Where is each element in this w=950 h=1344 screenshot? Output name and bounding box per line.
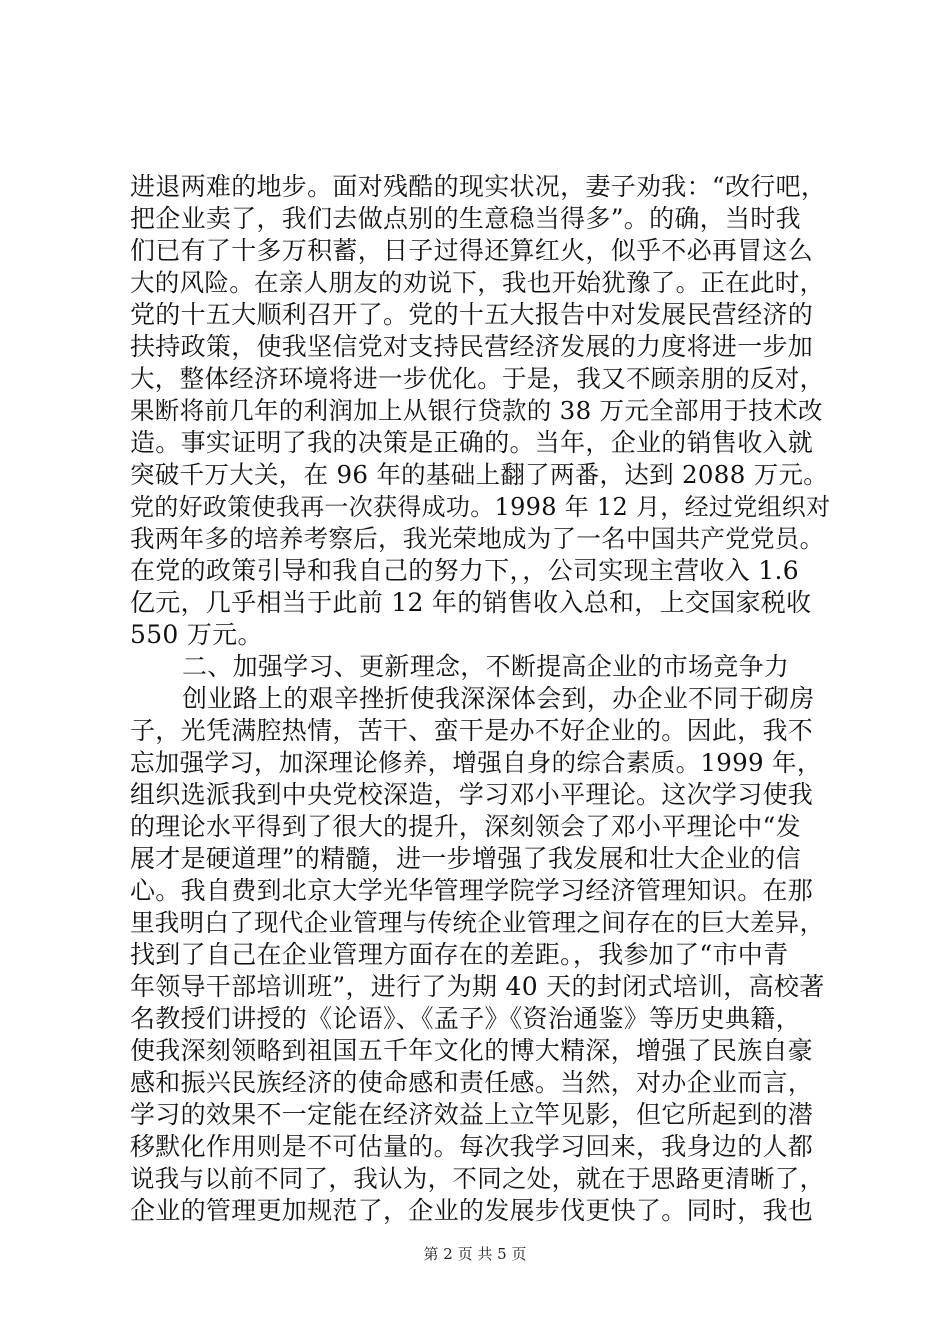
text-line: 子，光凭满腔热情，苦干、蛮干是办不好企业的。因此，我不: [130, 716, 814, 745]
text-line: 创业路上的艰辛挫折使我深深体会到，办企业不同于砌房: [182, 684, 815, 713]
text-line: 们已有了十多万积蓄，日子过得还算红火，似乎不必再冒这么: [130, 236, 814, 265]
text-line: 展才是硬道理”的精髓，进一步增强了我发展和壮大企业的信: [130, 844, 801, 873]
text-line: 突破千万大关，在 96 年的基础上翻了两番，达到 2088 万元。: [130, 460, 829, 489]
text-line: 年领导干部培训班”，进行了为期 40 天的封闭式培训，高校著: [130, 972, 825, 1001]
text-line: 扶持政策，使我坚信党对支持民营经济发展的力度将进一步加: [130, 332, 814, 361]
text-line: 忘加强学习，加深理论修养，增强自身的综合素质。1999 年，: [130, 748, 822, 777]
text-line: 造。事实证明了我的决策是正确的。当年，企业的销售收入就: [130, 428, 814, 457]
text-line: 大，整体经济环境将进一步优化。于是，我又不顾亲朋的反对，: [130, 364, 825, 393]
text-line: 学习的效果不一定能在经济效益上立竿见影，但它所起到的潜: [130, 1100, 814, 1129]
text-line: 果断将前几年的利润加上从银行贷款的 38 万元全部用于技术改: [130, 396, 823, 425]
text-line: 党的好政策使我再一次获得成功。1998 年 12 月，经过党组织对: [130, 493, 831, 521]
text-line: 把企业卖了，我们去做点别的生意稳当得多”。的确，当时我: [130, 204, 801, 233]
text-line: 使我深刻领略到祖国五千年文化的博大精深，增强了民族自豪: [130, 1036, 814, 1065]
text-line: 的理论水平得到了很大的提升，深刻领会了邓小平理论中“发: [130, 812, 801, 841]
text-line: 组织选派我到中央党校深造，学习邓小平理论。这次学习使我: [130, 780, 814, 809]
text-line: 大的风险。在亲人朋友的劝说下，我也开始犹豫了。正在此时，: [130, 268, 825, 297]
section-heading: 二、加强学习、更新理念，不断提高企业的市场竞争力: [182, 652, 790, 681]
text-line: 550 万元。: [130, 620, 263, 649]
text-line: 亿元，几乎相当于此前 12 年的销售收入总和，上交国家税收: [130, 588, 812, 617]
text-line: 名教授们讲授的《论语》、《孟子》《资治通鉴》等历史典籍，: [130, 1004, 801, 1033]
text-line: 感和振兴民族经济的使命感和责任感。当然，对办企业而言，: [130, 1068, 814, 1097]
text-line: 里我明白了现代企业管理与传统企业管理之间存在的巨大差异，: [130, 908, 825, 937]
text-line: 企业的管理更加规范了，企业的发展步伐更快了。同时，我也: [130, 1196, 814, 1225]
text-line: 进退两难的地步。面对残酷的现实状况，妻子劝我：“改行吧，: [130, 172, 827, 201]
document-body: [130, 171, 830, 1227]
text-line: 党的十五大顺利召开了。党的十五大报告中对发展民营经济的: [130, 300, 814, 329]
page-footer: 第 2 页 共 5 页: [423, 1245, 527, 1263]
text-line: 说我与以前不同了，我认为，不同之处，就在于思路更清晰了，: [130, 1164, 825, 1193]
text-line: 移默化作用则是不可估量的。每次我学习回来，我身边的人都: [130, 1132, 814, 1161]
text-line: 我两年多的培养考察后，我光荣地成为了一名中国共产党党员。: [130, 524, 825, 553]
text-line: 心。我自费到北京大学光华管理学院学习经济管理知识。在那: [130, 876, 814, 905]
text-line: 在党的政策引导和我自己的努力下，，公司实现主营收入 1.6: [130, 556, 799, 585]
text-line: 找到了自己在企业管理方面存在的差距。，我参加了“市中青: [130, 940, 789, 969]
